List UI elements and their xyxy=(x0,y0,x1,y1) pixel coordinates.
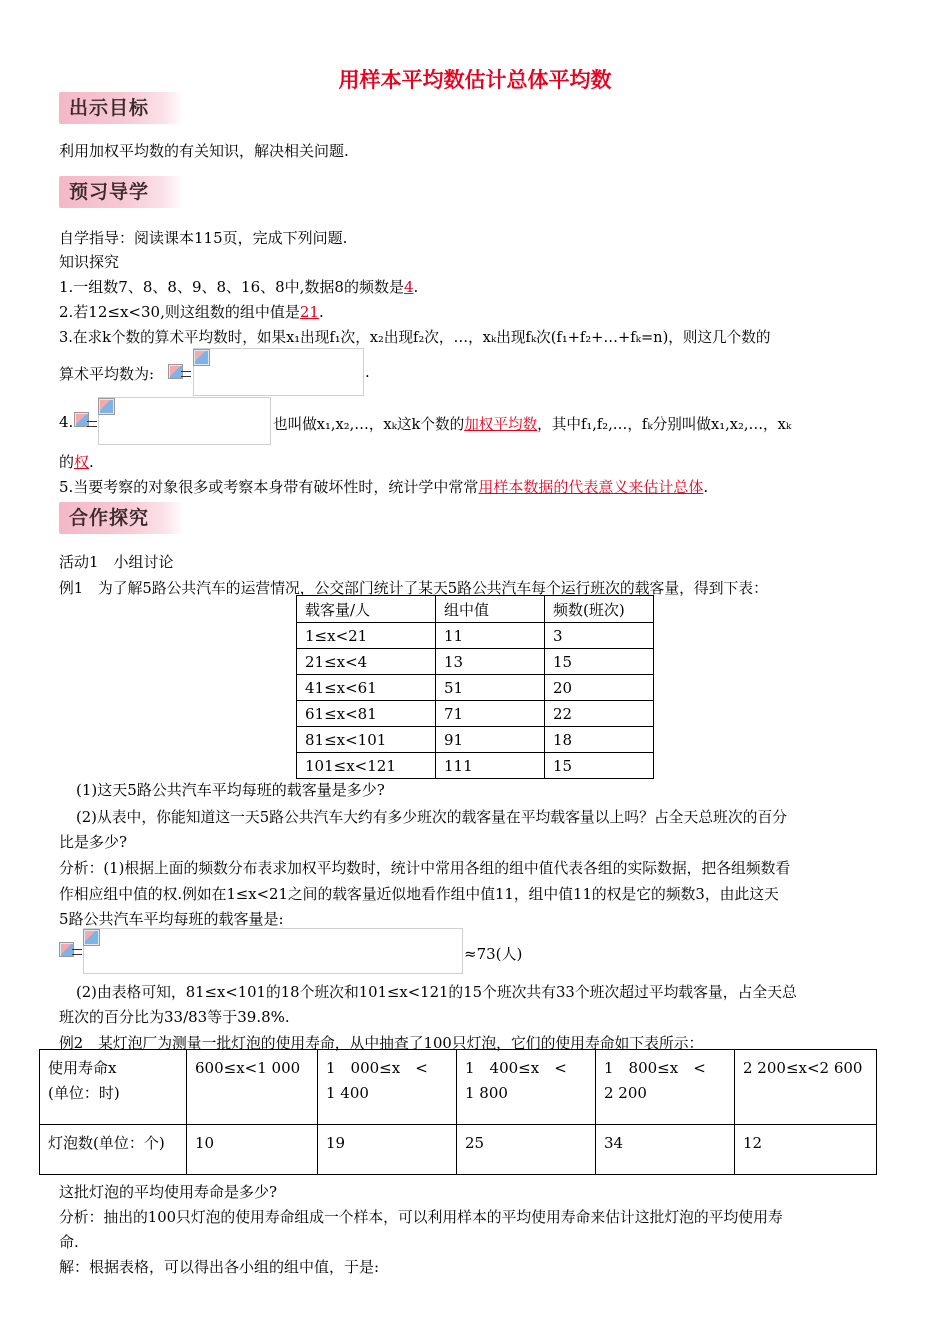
question-2 xyxy=(59,301,324,322)
broken-image-icon xyxy=(193,349,210,366)
table-cell: 10 xyxy=(187,1125,318,1175)
table-row xyxy=(297,753,654,779)
equals-sign xyxy=(72,949,82,955)
table-cell: 1 800≤x < 2 200 xyxy=(596,1050,735,1125)
example-2: 例2 某灯泡厂为测量一批灯泡的使用寿命，从中抽查了100只灯泡，它们的使用寿命如下表所示： xyxy=(59,1035,704,1052)
table-cell: 15 xyxy=(545,649,654,675)
ex2-question: 这批灯泡的平均使用寿命是多少? xyxy=(59,1183,278,1201)
formula-placeholder-ex1 xyxy=(83,928,463,974)
q4-answer-weighted-mean: 加权平均数 xyxy=(464,416,538,433)
q5-answer: 用样本数据的代表意义来估计总体 xyxy=(478,478,704,496)
table-header-row xyxy=(297,596,654,623)
table-cell: 18 xyxy=(545,727,654,753)
analysis-line2: 作相应组中值的权.例如在1≤x<21之间的载客量近似地看作组中值11，组中值11的权是它的频数3，由此这天 xyxy=(59,886,779,903)
q4-end: . xyxy=(89,453,94,471)
table-cell: 1 000≤x < 1 400 xyxy=(318,1050,457,1125)
table-cell: 25 xyxy=(457,1125,596,1175)
table-cell: 3 xyxy=(545,623,654,649)
table-cell: 34 xyxy=(596,1125,735,1175)
q2-text: 2.若12≤x<30,则这组数的组中值是 xyxy=(59,303,300,321)
q3-end: . xyxy=(365,363,370,381)
table-header: 组中值 xyxy=(436,596,545,623)
table-cell: 22 xyxy=(545,701,654,727)
table-header: 灯泡数(单位：个) xyxy=(40,1125,187,1175)
table-header: 载客量/人 xyxy=(297,596,436,623)
table-cell: 11 xyxy=(436,623,545,649)
formula-placeholder-q3 xyxy=(193,348,364,396)
table-header: 使用寿命x (单位：时) xyxy=(40,1050,187,1125)
ex1-question-2-line1: (2)从表中，你能知道这一天5路公共汽车大约有多少班次的载客量在平均载客量以上吗？占全天总班次的百分 xyxy=(76,809,788,826)
q4-number: 4. xyxy=(59,413,74,431)
table-cell: 91 xyxy=(436,727,545,753)
q4-text-3: 的 xyxy=(59,453,75,471)
section-banner-preview: 预习导学 xyxy=(59,176,184,208)
knowledge-explore: 知识探究 xyxy=(59,253,120,271)
table-cell: 1 400≤x < 1 800 xyxy=(457,1050,596,1125)
page-title: 用样本平均数估计总体平均数 xyxy=(338,68,612,92)
example-1: 例1 为了解5路公共汽车的运营情况，公交部门统计了某天5路公共汽车每个运行班次的载客量，得到下表： xyxy=(59,580,768,597)
table-cell: 13 xyxy=(436,649,545,675)
question-3-line1: 3.在求k个数的算术平均数时，如果x₁出现f₁次，x₂出现f₂次，…，xₖ出现fₖ次(f₁+f₂+…+fₖ=n)，则这几个数的 xyxy=(59,329,771,346)
analysis-line3: 5路公共汽车平均每班的载客量是: xyxy=(59,910,284,928)
table-row xyxy=(297,623,654,649)
q1-answer: 4 xyxy=(403,278,414,296)
table-row xyxy=(297,701,654,727)
table-row xyxy=(40,1050,877,1125)
section-banner-coop: 合作探究 xyxy=(59,502,184,534)
broken-image-icon xyxy=(83,929,100,946)
table-cell: 19 xyxy=(318,1125,457,1175)
goal-text: 利用加权平均数的有关知识，解决相关问题. xyxy=(59,142,349,160)
table-cell: 1≤x<21 xyxy=(297,623,436,649)
equals-sign xyxy=(87,421,97,427)
q2-answer: 21 xyxy=(299,303,319,321)
q1-text: 1.一组数7、8、8、9、8、16、8中,数据8的频数是 xyxy=(59,278,404,296)
table-cell: 81≤x<101 xyxy=(297,727,436,753)
q5-end: . xyxy=(703,478,709,496)
table-row xyxy=(297,675,654,701)
approx-result: ≈73(人) xyxy=(464,945,523,963)
preview-guide: 自学指导：阅读课本115页，完成下列问题. xyxy=(59,229,348,247)
question-4-line2 xyxy=(59,451,94,472)
analysis-line1: 分析：(1)根据上面的频数分布表求加权平均数时，统计中常用各组的组中值代表各组的实际数据，把各组频数看 xyxy=(59,860,791,877)
table-cell: 2 200≤x<2 600 xyxy=(735,1050,877,1125)
table-cell: 600≤x<1 000 xyxy=(187,1050,318,1125)
analysis2-line2: 班次的百分比为33/83等于39.8%. xyxy=(59,1008,290,1026)
activity-title: 活动1 小组讨论 xyxy=(59,553,174,571)
table-cell: 101≤x<121 xyxy=(297,753,436,779)
formula-placeholder-q4 xyxy=(98,397,271,445)
q2-end: . xyxy=(318,303,324,321)
ex2-analysis-line2: 命. xyxy=(59,1233,79,1251)
table-row xyxy=(297,727,654,753)
table-cell: 20 xyxy=(545,675,654,701)
q5-text: 5.当要考察的对象很多或考察本身带有破坏性时，统计学中常常 xyxy=(59,478,479,496)
table-cell: 51 xyxy=(436,675,545,701)
table-cell: 12 xyxy=(735,1125,877,1175)
table-row xyxy=(297,649,654,675)
bulb-life-table xyxy=(39,1049,877,1175)
question-5 xyxy=(59,476,708,497)
table-cell: 111 xyxy=(436,753,545,779)
equals-sign xyxy=(181,371,191,377)
analysis2-line1: (2)由表格可知，81≤x<101的18个班次和101≤x<121的15个班次共有33个班次超过平均载客量，占全天总 xyxy=(76,984,797,1001)
table-cell: 61≤x<81 xyxy=(297,701,436,727)
table-row xyxy=(40,1125,877,1175)
table-cell: 21≤x<4 xyxy=(297,649,436,675)
section-banner-goal: 出示目标 xyxy=(59,92,184,124)
question-3-line2: 算术平均数为: xyxy=(59,365,155,383)
q4-text: 也叫做x₁,x₂,…，xₖ这k个数的 xyxy=(273,416,465,433)
ex1-question-1: (1)这天5路公共汽车平均每班的载客量是多少? xyxy=(76,781,385,799)
q4-text-2: ，其中f₁,f₂,…，fₖ分别叫做x₁,x₂,…，xₖ xyxy=(537,416,792,433)
question-4 xyxy=(273,413,791,434)
table-header: 频数(班次) xyxy=(545,596,654,623)
table-cell: 41≤x<61 xyxy=(297,675,436,701)
ex2-analysis-line1: 分析：抽出的100只灯泡的使用寿命组成一个样本，可以利用样本的平均使用寿命来估计这批灯泡的平均使用寿 xyxy=(59,1209,783,1226)
table-cell: 71 xyxy=(436,701,545,727)
question-1 xyxy=(59,276,418,297)
solution-intro: 解：根据表格，可以得出各小组的组中值，于是: xyxy=(59,1258,380,1276)
table-cell: 15 xyxy=(545,753,654,779)
broken-image-icon xyxy=(98,398,115,415)
ex1-question-2-line2: 比是多少? xyxy=(59,833,128,851)
q1-end: . xyxy=(413,278,419,296)
bus-load-table xyxy=(296,595,654,779)
q4-answer-weight: 权 xyxy=(74,453,90,471)
